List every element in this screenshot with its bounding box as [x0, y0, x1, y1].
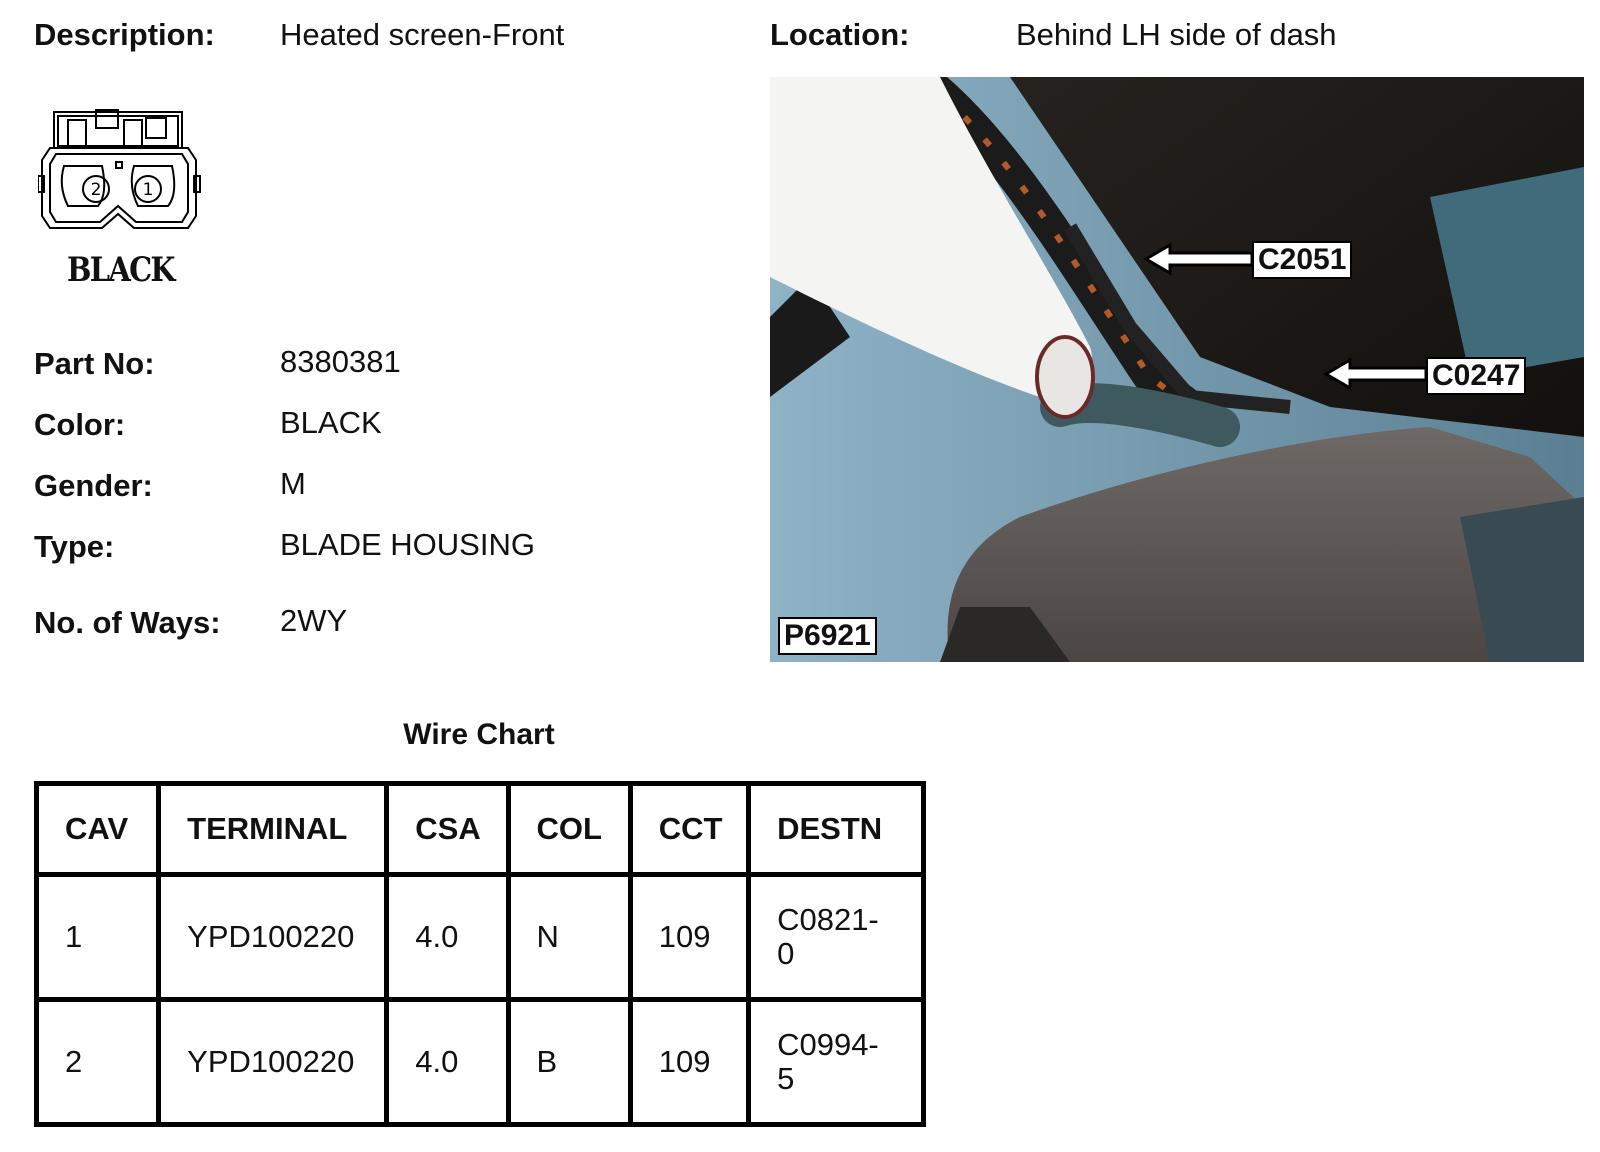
- wire-chart-title: Wire Chart: [403, 718, 555, 751]
- column-header-cav: CAV: [37, 784, 159, 875]
- part-no-value: 8380381: [280, 344, 401, 379]
- location-value: Behind LH side of dash: [1016, 17, 1337, 52]
- cell-col: N: [508, 874, 630, 999]
- type-value: BLADE HOUSING: [280, 527, 535, 562]
- cell-destn: C0994- 5: [749, 999, 924, 1124]
- pin-1-label: 1: [142, 180, 154, 200]
- cell-cav: 2: [37, 999, 159, 1124]
- description-value: Heated screen-Front: [280, 17, 565, 52]
- table-row: [37, 874, 924, 999]
- location-photo: [770, 77, 1584, 662]
- ways-label: No. of Ways:: [34, 605, 221, 640]
- cell-cct: 109: [630, 874, 748, 999]
- callout-c0247: C0247: [1426, 357, 1526, 395]
- pin-2-label: 2: [90, 180, 102, 200]
- connector-color-caption: BLACK: [67, 250, 174, 290]
- cell-col: B: [508, 999, 630, 1124]
- location-label: Location:: [770, 17, 910, 52]
- table-header-row: [37, 784, 924, 875]
- cell-cav: 1: [37, 874, 159, 999]
- cell-terminal: YPD100220: [159, 999, 387, 1124]
- part-no-label: Part No:: [34, 346, 155, 381]
- column-header-destn: DESTN: [749, 784, 924, 875]
- table-row: [37, 999, 924, 1124]
- cell-csa: 4.0: [387, 999, 508, 1124]
- description-label: Description:: [34, 17, 215, 52]
- cell-cct: 109: [630, 999, 748, 1124]
- column-header-csa: CSA: [387, 784, 508, 875]
- color-value: BLACK: [280, 405, 382, 440]
- connector-face-icon: [38, 104, 208, 254]
- column-header-col: COL: [508, 784, 630, 875]
- connector-diagram: [38, 104, 208, 294]
- photo-reference-id: P6921: [778, 617, 877, 655]
- cell-terminal: YPD100220: [159, 874, 387, 999]
- type-label: Type:: [34, 529, 115, 564]
- gender-value: M: [280, 466, 306, 501]
- column-header-cct: CCT: [630, 784, 748, 875]
- wire-chart-table: [34, 781, 926, 1127]
- column-header-terminal: TERMINAL: [159, 784, 387, 875]
- cell-destn: C0821- 0: [749, 874, 924, 999]
- gender-label: Gender:: [34, 468, 153, 503]
- color-label: Color:: [34, 407, 126, 442]
- cell-csa: 4.0: [387, 874, 508, 999]
- callout-c2051: C2051: [1252, 241, 1352, 279]
- ways-value: 2WY: [280, 603, 348, 638]
